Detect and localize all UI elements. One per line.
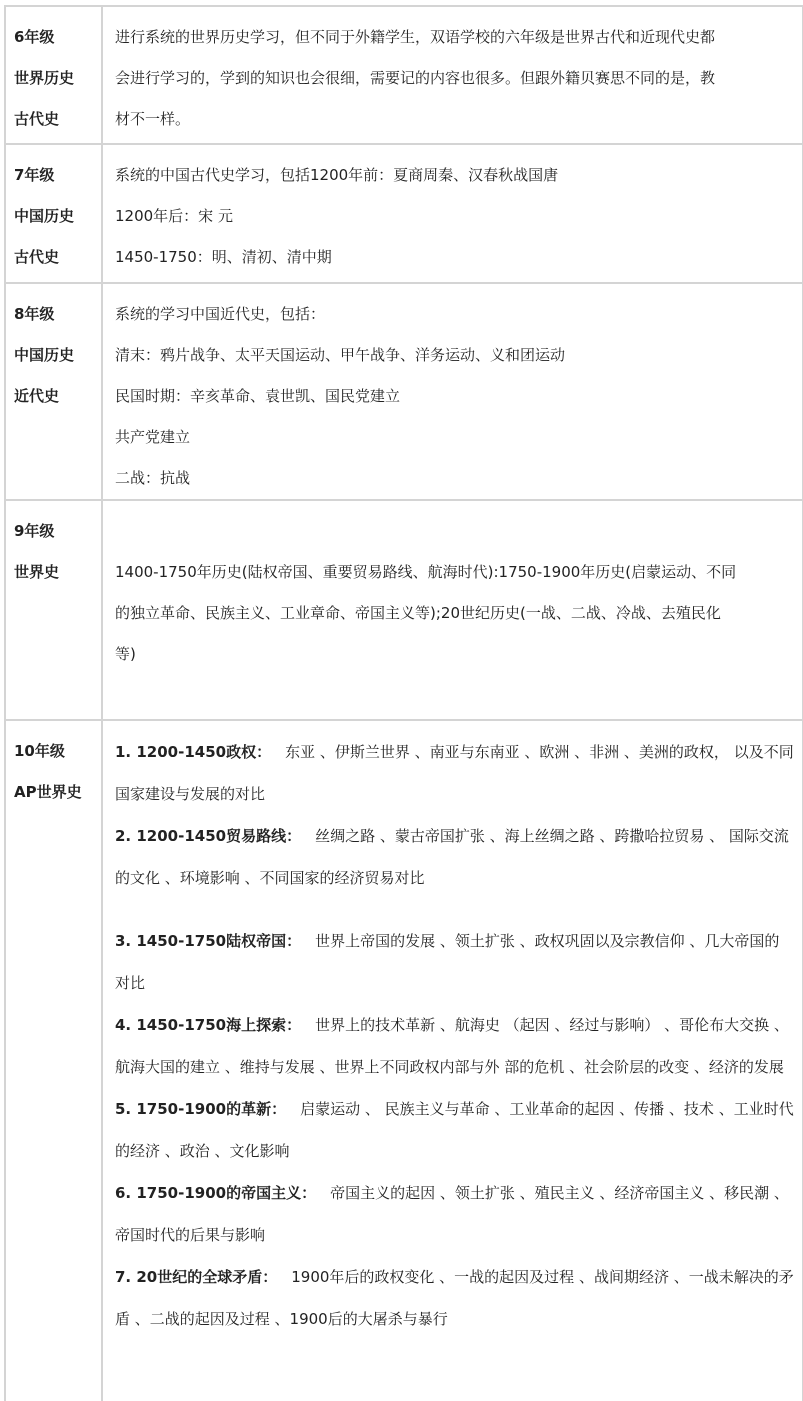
table-row-grade9 bbox=[6, 501, 802, 721]
row-content bbox=[103, 7, 802, 143]
table-row-grade6 bbox=[6, 7, 802, 145]
topic-item bbox=[115, 815, 794, 899]
row-label bbox=[6, 721, 103, 1401]
row-content bbox=[103, 501, 802, 719]
topic-text: 世界上的技术革新 、航海史 （起因 、经过与影响） 、哥伦布大交换 、航海大国的建立 、维持与发展 、世界上不同政权内部与外 部的危机 、社会阶层的改变 、经济的发展 bbox=[115, 1016, 789, 1076]
content-line: 共产党建立 bbox=[115, 428, 191, 446]
content-line: 清末：鸦片战争、太平天国运动、甲午战争、洋务运动、义和团运动 bbox=[115, 346, 566, 364]
topic-item bbox=[115, 1088, 794, 1172]
period-label: 近代史 bbox=[14, 387, 60, 405]
topic-title: 1. 1200-1450政权： bbox=[115, 743, 272, 761]
topic-text: 帝国主义的起因 、领土扩张 、殖民主义 、经济帝国主义 、移民潮 、帝国时代的后果与影响 bbox=[115, 1184, 789, 1244]
grade-label: 9年级 bbox=[14, 522, 55, 540]
topic-item bbox=[115, 1256, 794, 1340]
topic-title: 5. 1750-1900的革新： bbox=[115, 1100, 287, 1118]
row-label bbox=[6, 501, 103, 719]
spacer bbox=[115, 899, 794, 920]
table-row-grade7 bbox=[6, 145, 802, 284]
content-line: 民国时期：辛亥革命、袁世凯、国民党建立 bbox=[115, 387, 401, 405]
content-line: 系统的学习中国近代史，包括： bbox=[115, 305, 326, 323]
table-row-grade8 bbox=[6, 284, 802, 501]
grade-label: 7年级 bbox=[14, 166, 55, 184]
content-line: 材不一样。 bbox=[115, 110, 191, 128]
content-line: 的独立革命、民族主义、工业章命、帝国主义等);20世纪历史(一战、二战、冷战、去殖民化 bbox=[115, 604, 721, 622]
topic-text: 启蒙运动 、 民族主义与革命 、工业革命的起因 、传播 、技术 、工业时代的经济 、政治 、文化影响 bbox=[115, 1100, 794, 1160]
topic-text: 1900年后的政权变化 、一战的起因及过程 、战间期经济 、一战未解决的矛盾 、二战的起因及过程 、1900后的大屠杀与暴行 bbox=[115, 1268, 794, 1328]
subject-label: 世界历史 bbox=[14, 69, 75, 87]
row-label bbox=[6, 145, 103, 282]
curriculum-table bbox=[4, 5, 803, 1401]
row-content bbox=[103, 145, 802, 282]
period-label: 古代史 bbox=[14, 110, 60, 128]
content-line: 进行系统的世界历史学习，但不同于外籍学生，双语学校的六年级是世界古代和近现代史都 bbox=[115, 28, 716, 46]
topic-text: 世界上帝国的发展 、领土扩张 、政权巩固以及宗教信仰 、几大帝国的对比 bbox=[115, 932, 780, 992]
content-line: 1450-1750：明、清初、清中期 bbox=[115, 248, 332, 266]
grade-label: 6年级 bbox=[14, 28, 55, 46]
period-label: 古代史 bbox=[14, 248, 60, 266]
topic-item bbox=[115, 1172, 794, 1256]
table-row-grade10 bbox=[6, 721, 802, 1401]
subject-label: AP世界史 bbox=[14, 783, 82, 801]
topic-title: 7. 20世纪的全球矛盾： bbox=[115, 1268, 278, 1286]
subject-label: 世界史 bbox=[14, 563, 60, 581]
topic-text: 东亚 、伊斯兰世界 、南亚与东南亚 、欧洲 、非洲 、美洲的政权， 以及不同国家建设与发展的对比 bbox=[115, 743, 794, 803]
topic-title: 3. 1450-1750陆权帝国： bbox=[115, 932, 302, 950]
topic-title: 6. 1750-1900的帝国主义： bbox=[115, 1184, 317, 1202]
subject-label: 中国历史 bbox=[14, 207, 75, 225]
content-line: 系统的中国古代史学习，包括1200年前：夏商周秦、汉春秋战国唐 bbox=[115, 166, 559, 184]
content-line: 会进行学习的，学到的知识也会很细，需要记的内容也很多。但跟外籍贝赛思不同的是，教 bbox=[115, 69, 716, 87]
row-content bbox=[103, 284, 802, 499]
topic-item bbox=[115, 1004, 794, 1088]
row-label bbox=[6, 7, 103, 143]
subject-label: 中国历史 bbox=[14, 346, 75, 364]
topic-item bbox=[115, 731, 794, 815]
topic-title: 4. 1450-1750海上探索： bbox=[115, 1016, 302, 1034]
grade-label: 10年级 bbox=[14, 742, 65, 760]
row-label bbox=[6, 284, 103, 499]
topic-text: 丝绸之路 、蒙古帝国扩张 、海上丝绸之路 、跨撒哈拉贸易 、 国际交流的文化 、环境影响 、不同国家的经济贸易对比 bbox=[115, 827, 789, 887]
row-content bbox=[103, 721, 802, 1401]
content-line: 等) bbox=[115, 645, 136, 663]
content-line: 二战：抗战 bbox=[115, 469, 191, 487]
content-line: 1400-1750年历史(陆权帝国、重要贸易路线、航海时代):1750-1900年历史(启蒙运动、不同 bbox=[115, 563, 737, 581]
content-line: 1200年后：宋 元 bbox=[115, 207, 233, 225]
grade-label: 8年级 bbox=[14, 305, 55, 323]
topic-item bbox=[115, 920, 794, 1004]
topic-title: 2. 1200-1450贸易路线： bbox=[115, 827, 302, 845]
